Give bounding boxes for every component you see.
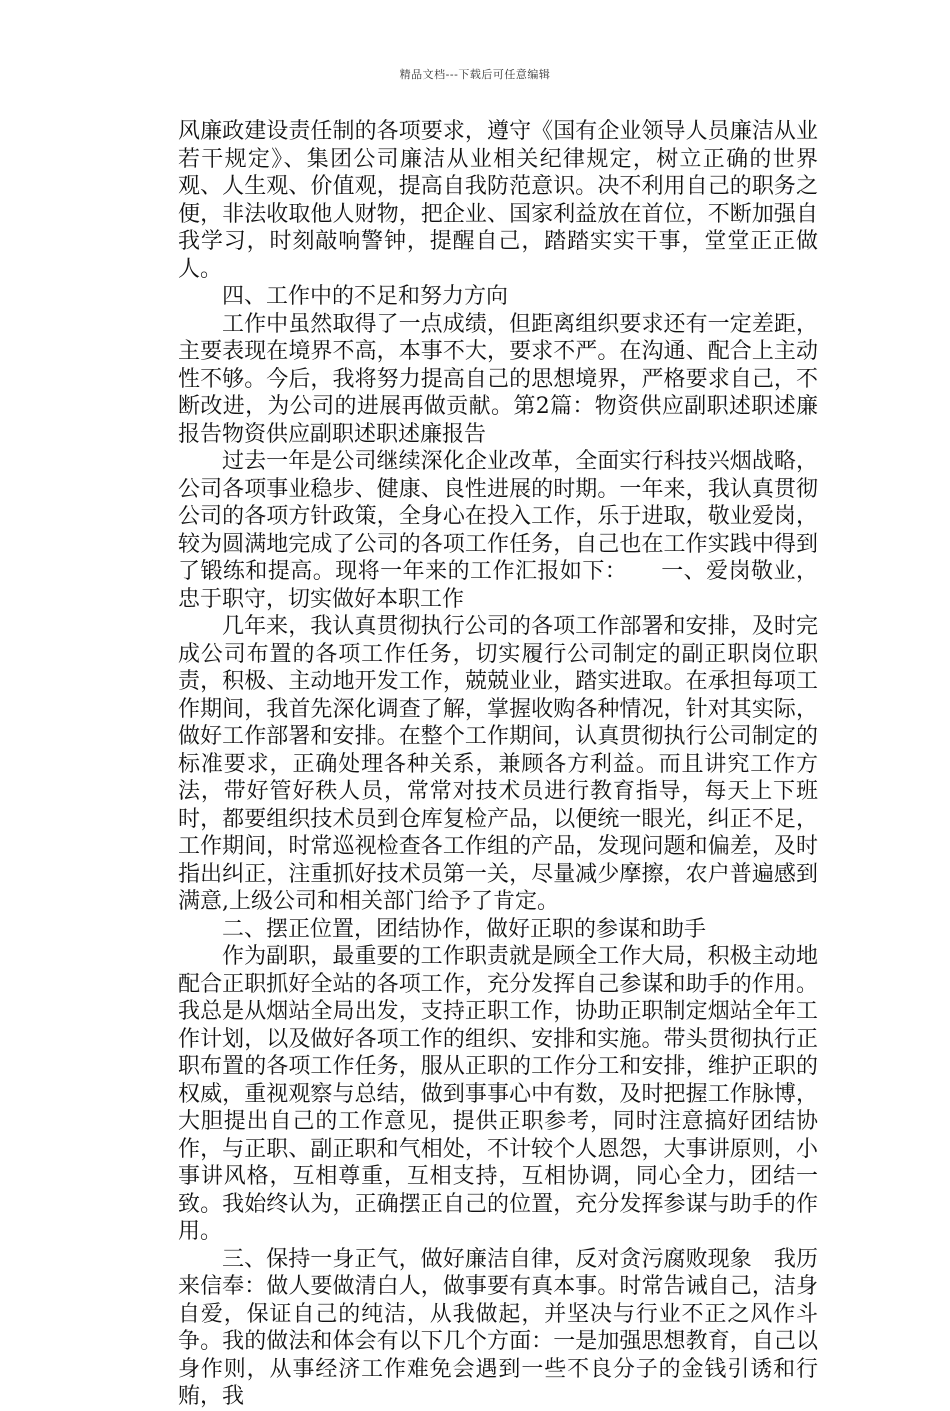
section-heading: 二、摆正位置，团结协作，做好正职的参谋和助手 [222,916,707,942]
document-body [178,118,818,1411]
paragraph: 作为副职，最重要的工作职责就是顾全工作大局，积极主动地配合正职抓好全站的各项工作，充分发挥自己参谋和助手的作用。我总是从烟站全局出发，支持正职工作，协助正职制定烟站全年工作计划，以及做好各项工作的组织、安排和实施。带头贯彻执行正职布置的各项工作任务，服从正职的工作分工和安排，维护正职的权威，重视观察与总结，做到事事心中有数，及时把握工作脉博，大胆提出自己的工作意见，提供正职参考，同时注意搞好团结协作，与正职、副正职和气相处，不计较个人恩怨，大事讲原则，小事讲风格，互相尊重，互相支持，互相协调，同心全力，团结一致。我始终认为，正确摆正自己的位置，充分发挥参谋与助手的作用。 [178,944,818,1244]
section-heading: 四、工作中的不足和努力方向 [222,284,509,309]
paragraph: 风廉政建设责任制的各项要求，遵守《国有企业领导人员廉洁从业若干规定》、集团公司廉洁从业相关纪律规定，树立正确的世界观、人生观、价值观，提高自我防范意识。决不利用自己的职务之便，非法收取他人财物，把企业、国家利益放在首位，不断加强自我学习，时刻敲响警钟，提醒自己，踏踏实实干事，堂堂正正做人。 [178,119,818,282]
paragraph: 工作中虽然取得了一点成绩，但距离组织要求还有一定差距，主要表现在境界不高，本事不大，要求不严。在沟通、配合上主动性不够。今后，我将努力提高自己的思想境界，严格要求自己，不断改进，为公司的进展再做贡献。第2篇：物资供应副职述职述廉报告物资供应副职述职述廉报告 [178,311,818,447]
page-header: 精品文档---下载后可任意编辑 [399,68,551,81]
paragraph: 三、保持一身正气，做好廉洁自律，反对贪污腐败现象 我历来信奉：做人要做清白人，做事要有真本事。时常告诫自己，洁身自爱，保证自己的纯洁，从我做起，并坚决与行业不正之风作斗争。我的做法和体会有以下几个方面：一是加强思想教育，自己以身作则，从事经济工作难免会遇到一些不良分子的金钱引诱和行贿，我 [178,1246,818,1409]
paragraph: 几年来，我认真贯彻执行公司的各项工作部署和安排，及时完成公司布置的各项工作任务，切实履行公司制定的副正职岗位职责，积极、主动地开发工作，兢兢业业，踏实进取。在承担每项工作期间，我首先深化调查了解，掌握收购各种情况，针对其实际，做好工作部署和安排。在整个工作期间，认真贯彻执行公司制定的标准要求，正确处理各种关系，兼顾各方利益。而且讲究工作方法，带好管好秩人员，常常对技术员进行教育指导，每天上下班时，都要组织技术员到仓库复检产品，以便统一眼光，纠正不足，工作期间，时常巡视检查各工作组的产品，发现问题和偏差，及时指出纠正，注重抓好技术员第一关，尽量减少摩擦，农户普遍感到满意,上级公司和相关部门给予了肯定。 [178,614,818,914]
paragraph: 过去一年是公司继续深化企业改革，全面实行科技兴烟战略，公司各项事业稳步、健康、良性进展的时期。一年来，我认真贯彻公司的各项方针政策，全身心在投入工作，乐于进取，敬业爱岗，较为圆满地完成了公司的各项工作任务，自己也在工作实践中得到了锻练和提高。现将一年来的工作汇报如下： 一、爱岗敬业，忠于职守，切实做好本职工作 [178,449,818,612]
